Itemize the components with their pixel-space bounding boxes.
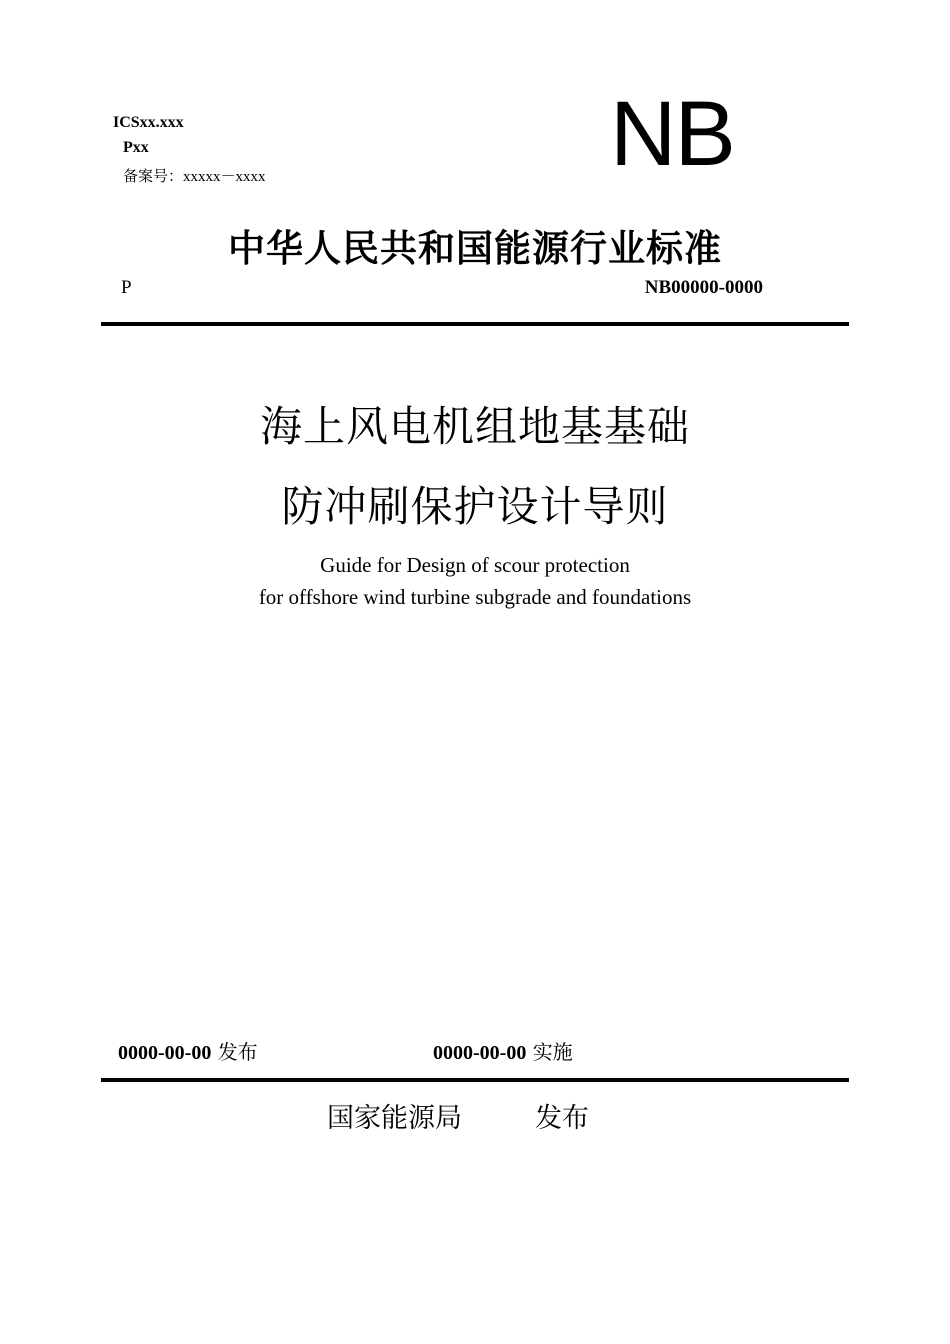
filing-number: [123, 165, 266, 186]
filing-value: xxxxx－xxxx: [183, 169, 266, 185]
release-date-value: 0000-00-00: [118, 1042, 212, 1064]
cn-title-line-1: 海上风电机组地基基础: [259, 402, 690, 451]
classification-code: P: [121, 277, 132, 298]
release-date: [118, 1036, 258, 1065]
implement-date-label: 实施: [532, 1040, 573, 1064]
filing-label: 备案号：: [123, 167, 184, 185]
top-divider: [101, 322, 849, 326]
publisher-name: 国家能源局: [327, 1103, 462, 1134]
publish-label: 发布: [535, 1103, 589, 1134]
en-title-line-2: for offshore wind turbine subgrade and foundations: [258, 585, 692, 609]
en-title-line-1: Guide for Design of scour protection: [320, 553, 630, 577]
bottom-divider: [101, 1078, 849, 1082]
ccs-code: Pxx: [123, 139, 149, 156]
ics-code: ICSxx.xxx: [113, 114, 184, 131]
implement-date: [433, 1036, 573, 1065]
org-title: 中华人民共和国能源行业标准: [228, 227, 722, 270]
nb-standard-mark: NB: [610, 83, 734, 185]
release-date-label: 发布: [217, 1040, 258, 1064]
implement-date-value: 0000-00-00: [433, 1042, 527, 1064]
cn-title-line-2: 防冲刷保护设计导则: [281, 482, 669, 531]
standard-number: NB00000-0000: [644, 277, 763, 298]
